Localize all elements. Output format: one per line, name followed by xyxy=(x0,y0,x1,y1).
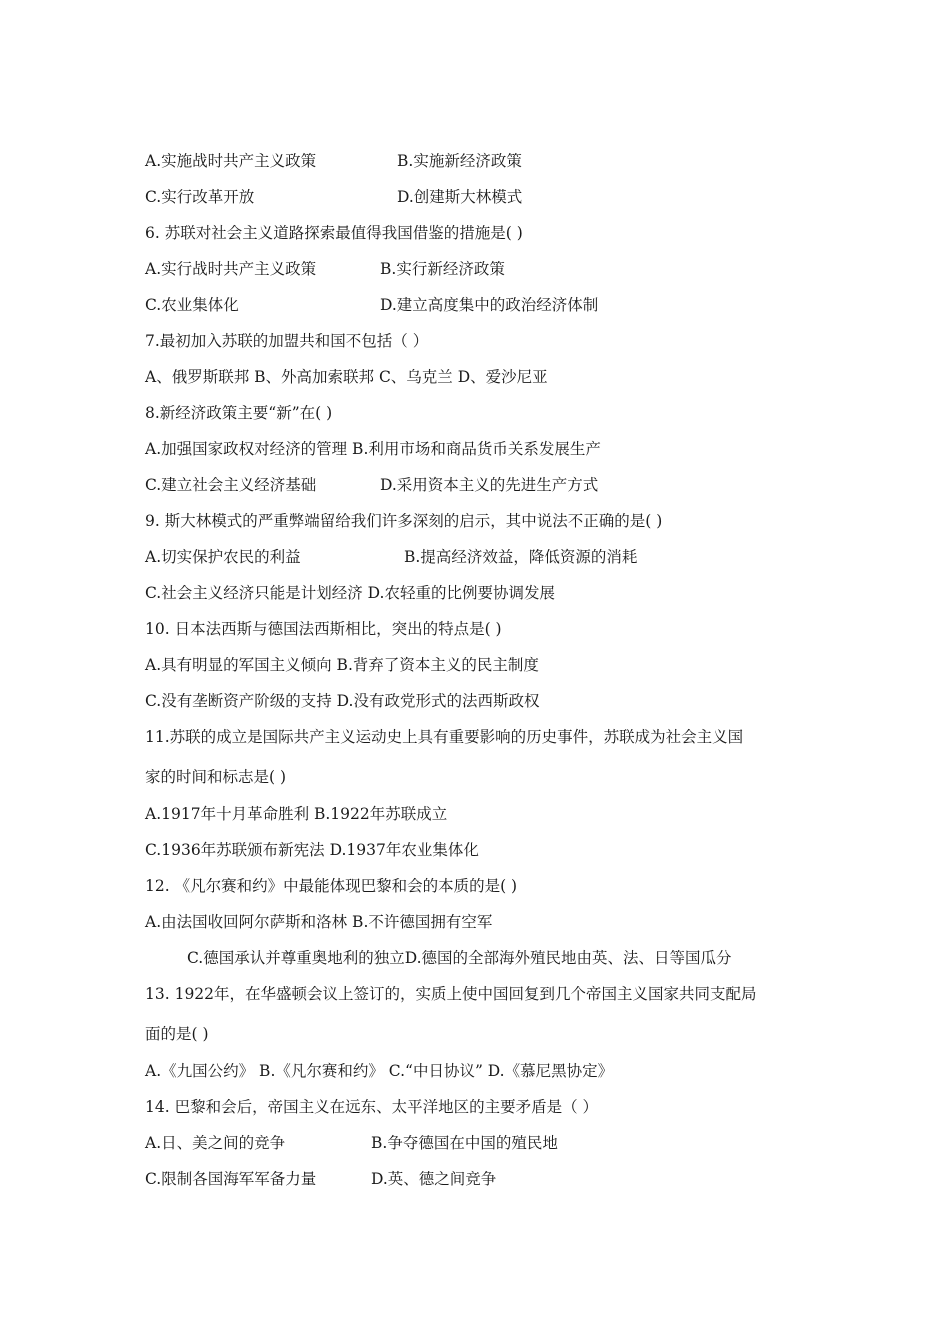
question-13-line2: 面的是( ) xyxy=(145,1025,209,1043)
question-14: 14. 巴黎和会后，帝国主义在远东、太平洋地区的主要矛盾是（ ） xyxy=(145,1098,599,1116)
q10-options-ab: A.具有明显的军国主义倾向 B.背弃了资本主义的民主制度 xyxy=(145,656,539,674)
q14-option-c: C.限制各国海军军备力量 xyxy=(145,1170,317,1188)
q13-options: A.《九国公约》 B.《凡尔赛和约》 C.“中日协议” D.《慕尼黑协定》 xyxy=(145,1062,614,1080)
q11-options-ab: A.1917年十月革命胜利 B.1922年苏联成立 xyxy=(145,805,448,823)
q14-option-d: D.英、德之间竞争 xyxy=(371,1170,497,1188)
q5-option-b: B.实施新经济政策 xyxy=(397,152,522,170)
question-7: 7.最初加入苏联的加盟共和国不包括（ ） xyxy=(145,332,429,350)
question-10: 10. 日本法西斯与德国法西斯相比，突出的特点是( ) xyxy=(145,620,502,638)
q9-option-b: B.提高经济效益，降低资源的消耗 xyxy=(404,548,638,566)
q9-options-cd: C.社会主义经济只能是计划经济 D.农轻重的比例要协调发展 xyxy=(145,584,555,602)
q10-options-cd: C.没有垄断资产阶级的支持 D.没有政党形式的法西斯政权 xyxy=(145,692,540,710)
question-8: 8.新经济政策主要“新”在( ) xyxy=(145,404,333,422)
q8-options-ab: A.加强国家政权对经济的管理 B.利用市场和商品货币关系发展生产 xyxy=(145,440,601,458)
q7-options: A、俄罗斯联邦 B、外高加索联邦 C、乌克兰 D、爱沙尼亚 xyxy=(145,368,548,386)
q9-option-a: A.切实保护农民的利益 xyxy=(145,548,301,566)
question-9: 9. 斯大林模式的严重弊端留给我们许多深刻的启示，其中说法不正确的是( ) xyxy=(145,512,663,530)
q11-options-cd: C.1936年苏联颁布新宪法 D.1937年农业集体化 xyxy=(145,841,479,859)
q8-option-d: D.采用资本主义的先进生产方式 xyxy=(380,476,599,494)
question-12: 12. 《凡尔赛和约》中最能体现巴黎和会的本质的是( ) xyxy=(145,877,518,895)
q5-option-d: D.创建斯大林模式 xyxy=(397,188,523,206)
question-13-line1: 13. 1922年，在华盛顿会议上签订的，实质上使中国回复到几个帝国主义国家共同支配局 xyxy=(145,985,757,1003)
q5-option-a: A.实施战时共产主义政策 xyxy=(145,152,317,170)
q6-option-c: C.农业集体化 xyxy=(145,296,239,314)
question-11-line2: 家的时间和标志是( ) xyxy=(145,768,287,786)
q14-option-a: A.日、美之间的竞争 xyxy=(145,1134,286,1152)
question-11-line1: 11.苏联的成立是国际共产主义运动史上具有重要影响的历史事件，苏联成为社会主义国 xyxy=(145,728,744,746)
q8-option-c: C.建立社会主义经济基础 xyxy=(145,476,317,494)
q6-option-b: B.实行新经济政策 xyxy=(380,260,505,278)
q5-option-c: C.实行改革开放 xyxy=(145,188,255,206)
q6-option-d: D.建立高度集中的政治经济体制 xyxy=(380,296,599,314)
q12-options-ab: A.由法国收回阿尔萨斯和洛林 B.不许德国拥有空军 xyxy=(145,913,493,931)
question-6: 6. 苏联对社会主义道路探索最值得我国借鉴的措施是( ) xyxy=(145,224,523,242)
q6-option-a: A.实行战时共产主义政策 xyxy=(145,260,317,278)
q12-options-cd: C.德国承认并尊重奥地利的独立D.德国的全部海外殖民地由英、法、日等国瓜分 xyxy=(187,949,732,967)
q14-option-b: B.争夺德国在中国的殖民地 xyxy=(371,1134,558,1152)
